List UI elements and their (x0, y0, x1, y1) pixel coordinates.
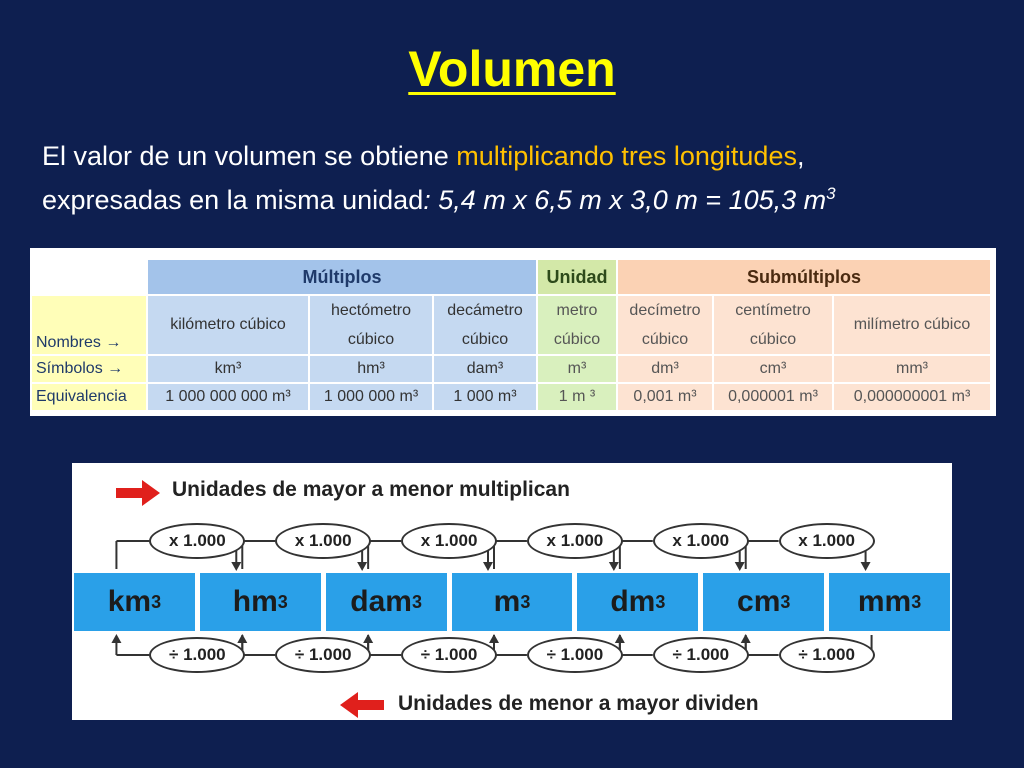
symbol-cell: dam³ (433, 355, 537, 383)
divide-oval: ÷ 1.000 (149, 637, 245, 673)
divide-oval: ÷ 1.000 (779, 637, 875, 673)
name-cell: decámetro cúbico (433, 295, 537, 355)
symbol-cell: hm³ (309, 355, 433, 383)
intro-paragraph (42, 137, 1002, 219)
equivalence-cell: 0,000001 m³ (713, 383, 833, 411)
symbol-cell: cm³ (713, 355, 833, 383)
header-multiples: Múltiplos (147, 259, 537, 295)
header-submultiples: Submúltiplos (617, 259, 991, 295)
symbol-cell: km³ (147, 355, 309, 383)
symbol-cell: m³ (537, 355, 617, 383)
row-label-symbols: Símbolos → (31, 355, 147, 383)
units-table-panel (30, 248, 996, 416)
symbol-cell: mm³ (833, 355, 991, 383)
divide-oval: ÷ 1.000 (527, 637, 623, 673)
unit-box-dam: dam 3 (326, 573, 447, 631)
name-cell: centímetro cúbico (713, 295, 833, 355)
conversion-diagram (72, 463, 952, 720)
multiply-oval: x 1.000 (527, 523, 623, 559)
equivalence-cell: 1 000 000 m³ (309, 383, 433, 411)
multiply-oval: x 1.000 (149, 523, 245, 559)
para-formula: : 5,4 m x 6,5 m x 3,0 m = 105,3 $m^3$ (423, 184, 836, 215)
multiply-oval: x 1.000 (401, 523, 497, 559)
unit-box-km: km 3 (74, 573, 195, 631)
para-highlight: multiplicando tres longitudes (456, 141, 797, 171)
left-arrow-icon (340, 692, 386, 718)
unit-box-dm: dm 3 (577, 573, 698, 631)
top-caption: Unidades de mayor a menor multiplican (172, 478, 570, 501)
name-cell: milímetro cúbico (833, 295, 991, 355)
unit-bar (72, 573, 952, 631)
unit-box-m: m 3 (452, 573, 573, 631)
bottom-caption: Unidades de menor a mayor dividen (398, 692, 759, 715)
symbol-cell: dm³ (617, 355, 713, 383)
equivalence-cell: 1 m ³ (537, 383, 617, 411)
divide-oval: ÷ 1.000 (653, 637, 749, 673)
multiply-oval: x 1.000 (653, 523, 749, 559)
unit-box-mm: mm 3 (829, 573, 950, 631)
para-text-3: expresadas en la misma unidad (42, 185, 424, 215)
name-cell: metro cúbico (537, 295, 617, 355)
name-cell: kilómetro cúbico (147, 295, 309, 355)
units-table (30, 258, 992, 412)
row-label-equivalence: Equivalencia (31, 383, 147, 411)
divide-oval: ÷ 1.000 (275, 637, 371, 673)
name-cell: hectómetro cúbico (309, 295, 433, 355)
multiply-oval: x 1.000 (779, 523, 875, 559)
para-text-2: , (796, 141, 805, 171)
equivalence-cell: 1 000 000 000 m³ (147, 383, 309, 411)
slide-title: Volumen (408, 41, 616, 97)
right-arrow-icon (116, 480, 162, 506)
multiply-oval: x 1.000 (275, 523, 371, 559)
name-cell: decímetro cúbico (617, 295, 713, 355)
equivalence-cell: 1 000 m³ (433, 383, 537, 411)
header-unit: Unidad (537, 259, 617, 295)
unit-box-hm: hm 3 (200, 573, 321, 631)
row-label-names: Nombres → (31, 295, 147, 355)
divide-oval: ÷ 1.000 (401, 637, 497, 673)
equivalence-cell: 0,001 m³ (617, 383, 713, 411)
equivalence-cell: 0,000000001 m³ (833, 383, 991, 411)
unit-box-cm: cm 3 (703, 573, 824, 631)
para-text-1: El valor de un volumen se obtiene (42, 141, 457, 171)
